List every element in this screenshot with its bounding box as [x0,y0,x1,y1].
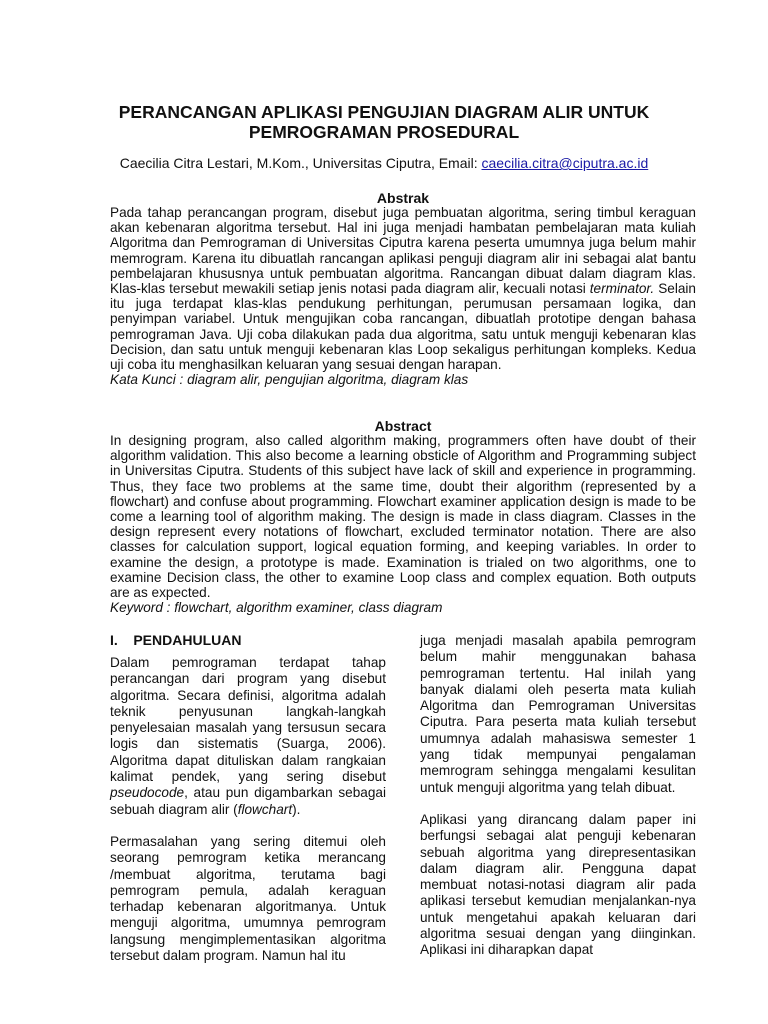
abstract-text: In designing program, also called algorithm making, programmers often have doubt of their algorithm validation. This also become a learning obsticle of Algorithm and Programming subject in Universitas Ciputra. Students of this subject have lack of skill and experience in programming. Thus, they face two problems at the same time, doubt their algorithm (represented by a flowchart) and confuse about programming. Flowchart examiner application design is made to be come a learning tool of algorithm making. The design is made in class diagram. Classes in the design represent every notations of flowchart, excluded terminator notation. There are also classes for calculation support, logical equation forming, and keeping variables. In order to examine the design, a prototype is made. Examination is trialed on two algorithms, one to examine Decision class, the other to examine Loop class and complex equation. Both outputs are as expected. [110,433,696,601]
left-paragraph-2: Permasalahan yang sering ditemui oleh seorang pemrogram ketika merancang /membuat algoritma, terutama bagi pemrogram pemula, adalah keraguan terhadap kebenaran algoritmanya. Untuk menguji algoritma, umumnya pemrogram langsung mengimplementasikan algoritma tersebut dalam program. Namun hal itu [110,833,386,964]
left-p1-text-c: ). [292,801,301,817]
abstrak-body [110,205,696,387]
paper-title: PERANCANGAN APLIKASI PENGUJIAN DIAGRAM ALIR UNTUK PEMROGRAMAN PROSEDURAL [118,102,650,142]
author-line [60,154,708,172]
abstract-body [110,433,696,615]
abstract-keywords: Keyword : flowchart, algorithm examiner, class diagram [110,600,443,616]
right-paragraph-2: Aplikasi yang dirancang dalam paper ini berfungsi sebagai alat penguji kebenaran sebuah algoritma yang direpresentasikan dalam diagram alir. Pengguna dapat membuat notasi-notasi diagram alir pada aplikasi tersebut kemudian menjalankan-nya untuk mengetahui apakah keluaran dari algoritma sesuai dengan yang diinginkan. Aplikasi ini diharapkan dapat [420,811,696,958]
flowchart-term: flowchart [237,801,293,817]
author-info: Caecilia Citra Lestari, M.Kom., Universitas Ciputra, Email: [119,155,482,171]
abstrak-heading: Abstrak [376,190,430,206]
pseudocode-term: pseudocode [110,785,185,801]
left-p1-text-a: Dalam pemrograman terdapat tahap perancangan dari program yang disebut algoritma. Secara definisi, algoritma adalah teknik penyusunan langkah-langkah penyelesaian masalah yang tersusun secara logis dan sistematis (Suarga, 2006). Algoritma dapat dituliskan dalam rangkaian kalimat pendek, yang sering disebut [110,655,386,785]
section-heading: I. PENDAHULUAN [110,632,242,648]
left-column [110,655,386,964]
right-column [420,633,696,959]
left-paragraph-1 [110,655,386,818]
abstrak-text: Pada tahap perancangan program, disebut juga pembuatan algoritma, sering timbul keraguan akan kebenaran algoritma tersebut. Hal ini juga menjadi hambatan pembelajaran mata kuliah Algoritma dan Pemrograman di Universitas Ciputra karena peserta umumnya juga belum mahir memrogram. Karena itu dibuatlah rancangan aplikasi penguji diagram alir ini sebagai alat bantu pembelajaran khususnya untuk pembuatan algoritma. Rancangan dibuat dalam diagram klas. Klas-klas tersebut mewakili setiap jenis notasi pada diagram alir, kecuali notasi [110,205,696,297]
right-paragraph-1: juga menjadi masalah apabila pemrogram belum mahir menggunakan bahasa pemrograman tertentu. Hal inilah yang banyak dialami oleh peserta mata kuliah Algoritma dan Pemrograman Universitas Ciputra. Para peserta mata kuliah tersebut umumnya adalah mahasiswa semester 1 yang tidak mempunyai pengalaman memrogram sehingga mengalami kesulitan untuk menguji algoritma yang telah dibuat. [420,633,696,795]
abstrak-term: terminator. [589,281,655,297]
abstrak-keywords: Kata Kunci : diagram alir, pengujian algoritma, diagram klas [110,372,469,388]
author-email-link[interactable]: caecilia.citra@ciputra.ac.id [481,155,649,171]
abstrak-text-rest: Selain itu juga terdapat klas-klas pendukung perhitungan, perumusan persamaan logika, dan penyimpan variabel. Untuk mengujikan coba rancangan, dibuatlah prototipe dengan bahasa pemrograman Java. Uji coba dilakukan pada dua algoritma, satu untuk menguji kebenaran klas Decision, dan satu untuk menguji kebenaran klas Loop sekaligus perhitungan kompleks. Kedua uji coba itu menghasilkan keluaran yang sesuai dengan harapan. [110,281,696,373]
abstract-heading: Abstract [374,418,432,434]
left-p1-text-b: , atau pun digambarkan sebagai sebuah diagram alir ( [110,785,386,817]
